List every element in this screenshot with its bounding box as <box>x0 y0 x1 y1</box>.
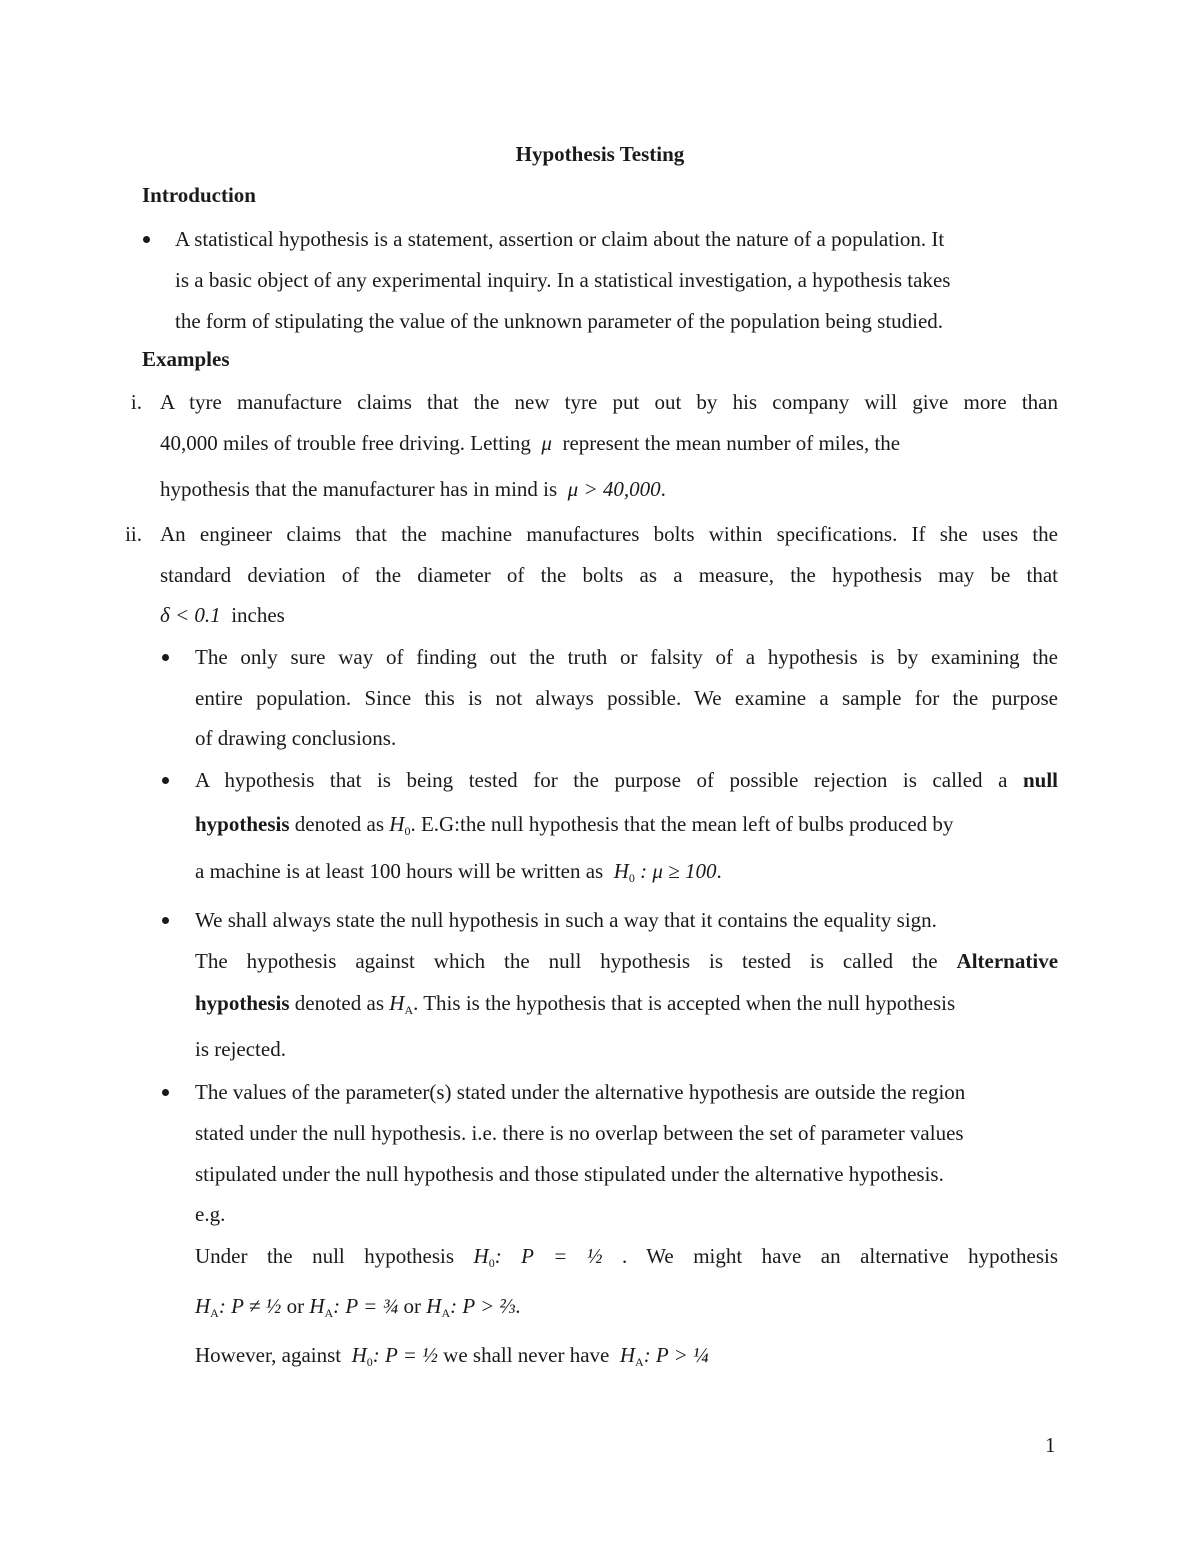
bullet2-line-3a: a machine is at least 100 hours will be written as <box>195 859 604 883</box>
bullet4-line-7b: we shall never have <box>443 1343 610 1367</box>
example-ii-marker: ii. <box>125 522 142 546</box>
bullet2-period: . <box>716 859 722 883</box>
example-i-line-3 <box>160 475 666 503</box>
bullet1-line-3: of drawing conclusions. <box>195 726 397 750</box>
example-i-line-1: A tyre manufacture claims that the new tyre put out by his company will give more than <box>160 390 1058 414</box>
h0-subscript: 0 <box>488 1256 495 1270</box>
bullet4-line-6 <box>195 1292 521 1327</box>
intro-line-2: is a basic object of any experimental inquiry. In a statistical investigation, a hypothesis takes <box>175 268 951 292</box>
example-i-period: . <box>660 477 666 501</box>
bullet3-line-1: We shall always state the null hypothesis in such a way that it contains the equality sign. <box>195 908 937 932</box>
mu-symbol: μ <box>541 431 552 455</box>
example-ii-line-3 <box>160 601 285 629</box>
alternative-term: Alternative <box>956 949 1059 973</box>
example-i-line-3a: hypothesis that the manufacturer has in mind is <box>160 477 558 501</box>
bullet2-line-2c: . E.G:the null hypothesis that the mean left of bulbs produced by <box>410 812 954 836</box>
h0-symbol: H <box>613 859 629 883</box>
example-i-line-2 <box>160 429 900 457</box>
bullet4-formula-2: : P ≠ ½ <box>218 1294 282 1318</box>
h0-symbol: H <box>389 812 405 836</box>
example-ii-unit: inches <box>231 603 285 627</box>
bullet-icon <box>143 236 150 243</box>
intro-line-1: A statistical hypothesis is a statement, assertion or claim about the nature of a population. It <box>175 227 945 251</box>
bullet3-line-3c: . This is the hypothesis that is accepted when the null hypothesis <box>413 991 956 1015</box>
or-word: or <box>403 1294 422 1318</box>
intro-line-3: the form of stipulating the value of the unknown parameter of the population being studied. <box>175 309 944 333</box>
bullet1-line-1: The only sure way of finding out the truth or falsity of a hypothesis is by examining the <box>195 645 1058 669</box>
bullet4-line-4: e.g. <box>195 1202 226 1226</box>
h0-symbol: H <box>351 1343 367 1367</box>
bullet4-line-7a: However, against <box>195 1343 342 1367</box>
bullet-icon <box>162 777 169 784</box>
bullet4-formula-3: : P = ¾ <box>333 1294 399 1318</box>
example-i-formula: μ > 40,000 <box>567 477 661 501</box>
bullet3-line-3b: denoted as <box>294 991 385 1015</box>
bullet2-line-1a: A hypothesis that is being tested for the purpose of possible rejection is called a <box>195 768 1008 792</box>
bullet4-line-5a: Under the null hypothesis <box>195 1244 455 1268</box>
ha-symbol: H <box>309 1294 325 1318</box>
bullet2-line-2b: denoted as <box>294 812 385 836</box>
bullet4-line-3: stipulated under the null hypothesis and those stipulated under the alternative hypothesis. <box>195 1162 944 1186</box>
or-word: or <box>286 1294 305 1318</box>
bullet2-formula: : μ ≥ 100 <box>640 859 717 883</box>
intro-heading: Introduction <box>142 183 256 207</box>
example-i-marker: i. <box>130 390 142 414</box>
h0-subscript: 0 <box>628 871 635 885</box>
bullet4-formula-5: : P = ½ <box>372 1343 438 1367</box>
bullet4-period: . <box>515 1294 521 1318</box>
bullet4-line-7 <box>195 1341 709 1376</box>
bullet3-line-3 <box>195 989 955 1024</box>
bullet-icon <box>162 654 169 661</box>
page-number: 1 <box>1045 1433 1056 1457</box>
ha-symbol: H <box>195 1294 211 1318</box>
bullet3-line-2a: The hypothesis against which the null hypothesis is tested is called the <box>195 949 938 973</box>
ha-symbol: H <box>426 1294 442 1318</box>
ha-subscript: A <box>404 1003 414 1017</box>
h0-symbol: H <box>473 1244 489 1268</box>
bullet2-line-1 <box>195 766 1058 794</box>
ha-subscript: A <box>635 1355 644 1369</box>
bullet3-line-4: is rejected. <box>195 1037 286 1061</box>
example-ii-line-1: An engineer claims that the machine manufactures bolts within specifications. If she uses the <box>160 522 1058 546</box>
bullet4-line-5b: . We might have an alternative hypothesis <box>621 1244 1058 1268</box>
example-ii-line-2: standard deviation of the diameter of the bolts as a measure, the hypothesis may be that <box>160 563 1058 587</box>
bullet-icon <box>162 917 169 924</box>
bullet2-line-2 <box>195 810 953 845</box>
bullet4-line-1: The values of the parameter(s) stated under the alternative hypothesis are outside the region <box>195 1080 966 1104</box>
example-i-line-2a: 40,000 miles of trouble free driving. Letting <box>160 431 531 455</box>
example-i-line-2b: represent the mean number of miles, the <box>562 431 901 455</box>
bullet3-line-2 <box>195 947 1058 975</box>
ha-subscript: A <box>441 1306 451 1320</box>
h0-subscript: 0 <box>366 1355 373 1369</box>
bullet1-line-2: entire population. Since this is not always possible. We examine a sample for the purpose <box>195 686 1058 710</box>
null-term: null <box>1022 768 1058 792</box>
h0-subscript: 0 <box>404 824 411 838</box>
examples-heading: Examples <box>142 347 230 371</box>
ha-symbol: H <box>619 1343 636 1367</box>
ha-subscript: A <box>210 1306 219 1320</box>
page-title: Hypothesis Testing <box>515 142 685 166</box>
bullet-icon <box>162 1089 169 1096</box>
example-ii-formula: δ < 0.1 <box>160 603 221 627</box>
ha-symbol: H <box>389 991 405 1015</box>
hypothesis-term: hypothesis <box>195 812 290 836</box>
bullet4-formula-1: : P = ½ <box>494 1244 603 1268</box>
bullet4-formula-4: : P > ⅔ <box>450 1294 516 1318</box>
bullet4-formula-6: : P > ¼ <box>643 1343 709 1367</box>
bullet4-line-5 <box>195 1242 1058 1277</box>
bullet4-line-2: stated under the null hypothesis. i.e. there is no overlap between the set of parameter values <box>195 1121 964 1145</box>
ha-subscript: A <box>324 1306 334 1320</box>
bullet2-line-3 <box>195 857 722 892</box>
hypothesis-term: hypothesis <box>195 991 290 1015</box>
